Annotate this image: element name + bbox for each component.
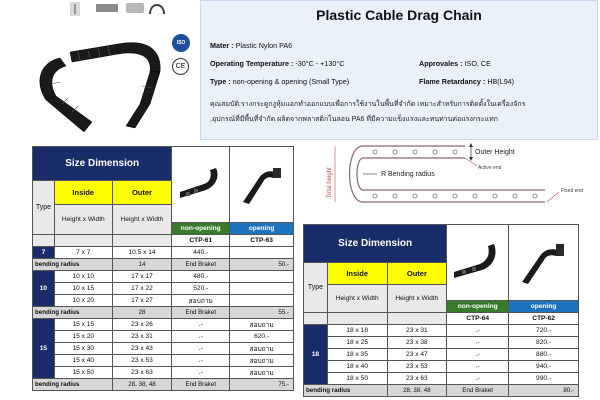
bending-radius-label: bending radius	[33, 379, 113, 391]
type-row	[210, 77, 349, 86]
temperature-row	[210, 59, 344, 68]
outer-size: 23 x 47	[387, 349, 447, 361]
table-row	[33, 283, 294, 295]
material-value: Plastic Nylon PA6	[235, 41, 293, 50]
end-braket-price: 75.-	[230, 379, 294, 391]
outer-size: 23 x 63	[112, 367, 172, 379]
table-row	[304, 325, 579, 337]
price-non-opening: .-	[447, 325, 509, 337]
outer-size: 23 x 31	[112, 331, 172, 343]
outer-hxw-header: Height x Width	[112, 205, 172, 235]
price-opening: 990.-	[509, 373, 579, 385]
flame-row	[419, 77, 514, 86]
price-non-opening: .-	[447, 349, 509, 361]
approvals-value: ISO, CE	[464, 59, 491, 68]
opening-header: opening	[230, 223, 294, 235]
outer-header: Outer	[387, 263, 447, 285]
bending-radius-value: 28, 38, 48	[112, 379, 172, 391]
opening-image-cell	[230, 147, 294, 223]
price-non-opening: .-	[172, 319, 230, 331]
outer-hxw-header: Height x Width	[387, 285, 447, 313]
approvals-row	[419, 59, 491, 68]
table-row	[33, 319, 294, 331]
code-non-opening: CTP-61	[172, 235, 230, 247]
type-value: 7	[33, 247, 55, 259]
end-braket-price: 50.-	[230, 259, 294, 271]
bending-radius-label: R Bending radius	[381, 171, 435, 178]
price-non-opening: 440.-	[172, 247, 230, 259]
bending-radius-row	[33, 259, 294, 271]
price-opening: สอบถาม	[230, 343, 294, 355]
opening-image-cell	[509, 225, 579, 301]
table-row	[33, 355, 294, 367]
non-opening-image-cell	[447, 225, 509, 301]
end-braket-label: End Braket	[447, 385, 509, 397]
outer-size: 17 x 22	[112, 283, 172, 295]
type-header: Type	[33, 181, 55, 235]
type-value: non-opening & opening (Small Type)	[232, 77, 350, 86]
bending-radius-value: 28	[112, 307, 172, 319]
temperature-label: Operating Temperature :	[210, 59, 294, 68]
bending-radius-value: 28, 38, 48	[387, 385, 447, 397]
material-label: Mater :	[210, 41, 234, 50]
inside-size: 15 x 40	[54, 355, 112, 367]
price-opening: 940.-	[509, 361, 579, 373]
code-non-opening: CTP-64	[447, 313, 509, 325]
inside-header: Inside	[54, 181, 112, 205]
temperature-value: -30°C - +130°C	[295, 59, 345, 68]
bending-radius-row	[304, 385, 579, 397]
inside-size: 10 x 20	[54, 295, 112, 307]
outer-size: 17 x 17	[112, 271, 172, 283]
approvals-label: Approvales :	[419, 59, 463, 68]
fixed-end-label: Fixed end	[561, 188, 583, 194]
type-value: 15	[33, 319, 55, 379]
flame-value: HB(L94)	[487, 77, 515, 86]
price-non-opening: .-	[172, 367, 230, 379]
price-non-opening: .-	[447, 361, 509, 373]
non-opening-header: non-opening	[172, 223, 230, 235]
table-row	[304, 349, 579, 361]
iso-certification-badge: ISO	[172, 34, 190, 52]
outer-header: Outer	[112, 181, 172, 205]
price-non-opening: 480.-	[172, 271, 230, 283]
product-title: Plastic Cable Drag Chain	[316, 7, 482, 23]
bending-radius-label: bending radius	[33, 307, 113, 319]
code-opening: CTP-62	[509, 313, 579, 325]
inside-size: 18 x 40	[327, 361, 387, 373]
price-non-opening: .-	[447, 373, 509, 385]
inside-hxw-header: Height x Width	[327, 285, 387, 313]
inside-size: 18 x 50	[327, 373, 387, 385]
table-row	[33, 295, 294, 307]
bending-radius-value: 14	[112, 259, 172, 271]
opening-chain-icon	[237, 162, 287, 206]
table-row	[304, 337, 579, 349]
bending-diagram	[315, 140, 598, 220]
type-value: 10	[33, 271, 55, 307]
bending-radius-row	[33, 379, 294, 391]
price-opening	[230, 283, 294, 295]
price-opening: 620.-	[230, 331, 294, 343]
end-braket-label: End Braket	[172, 379, 230, 391]
inside-hxw-header: Height x Width	[54, 205, 112, 235]
inside-size: 15 x 15	[54, 319, 112, 331]
type-label: Type :	[210, 77, 231, 86]
product-illustration	[0, 0, 200, 140]
outer-size: 23 x 31	[387, 325, 447, 337]
total-height-label: Total height	[327, 167, 333, 198]
table-row	[33, 331, 294, 343]
non-opening-chain-icon	[176, 162, 226, 206]
inside-size: 18 x 35	[327, 349, 387, 361]
price-opening: 880.-	[509, 349, 579, 361]
inside-size: 15 x 50	[54, 367, 112, 379]
bending-radius-row	[33, 307, 294, 319]
inside-size: 15 x 20	[54, 331, 112, 343]
non-opening-chain-icon	[450, 238, 506, 286]
cable-chain-image	[0, 0, 200, 140]
non-opening-image-cell	[172, 147, 230, 223]
ce-certification-badge: CE	[172, 58, 189, 75]
opening-header: opening	[509, 301, 579, 313]
price-opening: สอบถาม	[230, 355, 294, 367]
table-row	[33, 343, 294, 355]
inside-size: 7 x 7	[54, 247, 112, 259]
price-opening	[230, 271, 294, 283]
outer-height-label: Outer Height	[475, 149, 515, 156]
bending-radius-label: bending radius	[33, 259, 113, 271]
price-opening: 720.-	[509, 325, 579, 337]
price-opening	[230, 247, 294, 259]
price-opening: 820.-	[509, 337, 579, 349]
outer-size: 23 x 43	[112, 343, 172, 355]
outer-size: 23 x 53	[387, 361, 447, 373]
non-opening-header: non-opening	[447, 301, 509, 313]
table-row	[33, 271, 294, 283]
flame-label: Flame Retardancy :	[419, 77, 486, 86]
inside-size: 10 x 15	[54, 283, 112, 295]
inside-size: 15 x 30	[54, 343, 112, 355]
chain-dimension-diagram	[315, 140, 598, 220]
price-non-opening: .-	[172, 343, 230, 355]
feature-icons	[70, 2, 164, 16]
inside-size: 18 x 25	[327, 337, 387, 349]
size-table-right	[303, 224, 579, 397]
price-opening: สอบถาม	[230, 367, 294, 379]
material-row	[210, 41, 292, 50]
outer-size: 17 x 27	[112, 295, 172, 307]
outer-size: 23 x 38	[387, 337, 447, 349]
price-opening	[230, 295, 294, 307]
inside-size: 18 x 18	[327, 325, 387, 337]
price-non-opening: .-	[172, 331, 230, 343]
price-non-opening: .-	[447, 337, 509, 349]
outer-size: 23 x 53	[112, 355, 172, 367]
size-dimension-header: Size Dimension	[304, 225, 447, 263]
price-non-opening: สอบถาม	[172, 295, 230, 307]
table-row	[304, 373, 579, 385]
inside-header: Inside	[327, 263, 387, 285]
end-braket-price: 55.-	[230, 307, 294, 319]
size-dimension-header: Size Dimension	[33, 147, 172, 181]
table-row	[33, 367, 294, 379]
end-braket-price: 80.-	[509, 385, 579, 397]
product-info-panel	[200, 0, 598, 140]
outer-size: 10.5 x 14	[112, 247, 172, 259]
outer-size: 23 x 26	[112, 319, 172, 331]
price-non-opening: .-	[172, 355, 230, 367]
inside-size: 10 x 10	[54, 271, 112, 283]
end-braket-label: End Braket	[172, 307, 230, 319]
table-row	[33, 247, 294, 259]
price-non-opening: 520.-	[172, 283, 230, 295]
price-opening: สอบถาม	[230, 319, 294, 331]
table-row	[304, 361, 579, 373]
bending-radius-label: bending radius	[304, 385, 388, 397]
size-table-left	[32, 146, 294, 391]
type-header: Type	[304, 263, 328, 313]
end-braket-label: End Braket	[172, 259, 230, 271]
opening-chain-icon	[514, 238, 574, 286]
type-value: 18	[304, 325, 328, 385]
description-line-2: ,อุปกรณ์ที่มีพื้นที่จำกัด ผลิตจากพลาสติกไนลอน PA6 ที่มีความแข็งแรงและทนทานต่อแรงกระแทก	[210, 116, 499, 123]
code-opening: CTP-63	[230, 235, 294, 247]
active-end-label: Active end	[478, 165, 502, 171]
outer-size: 23 x 63	[387, 373, 447, 385]
description-line-1: คุณสมบัติ:รางกระดูกงูหุ้มแอกทำออกแบบเพื่อการใช้งานในพื้นที่จำกัด เหมาะสำหรับการติดตั้งในเครื่องจักร	[210, 101, 526, 108]
